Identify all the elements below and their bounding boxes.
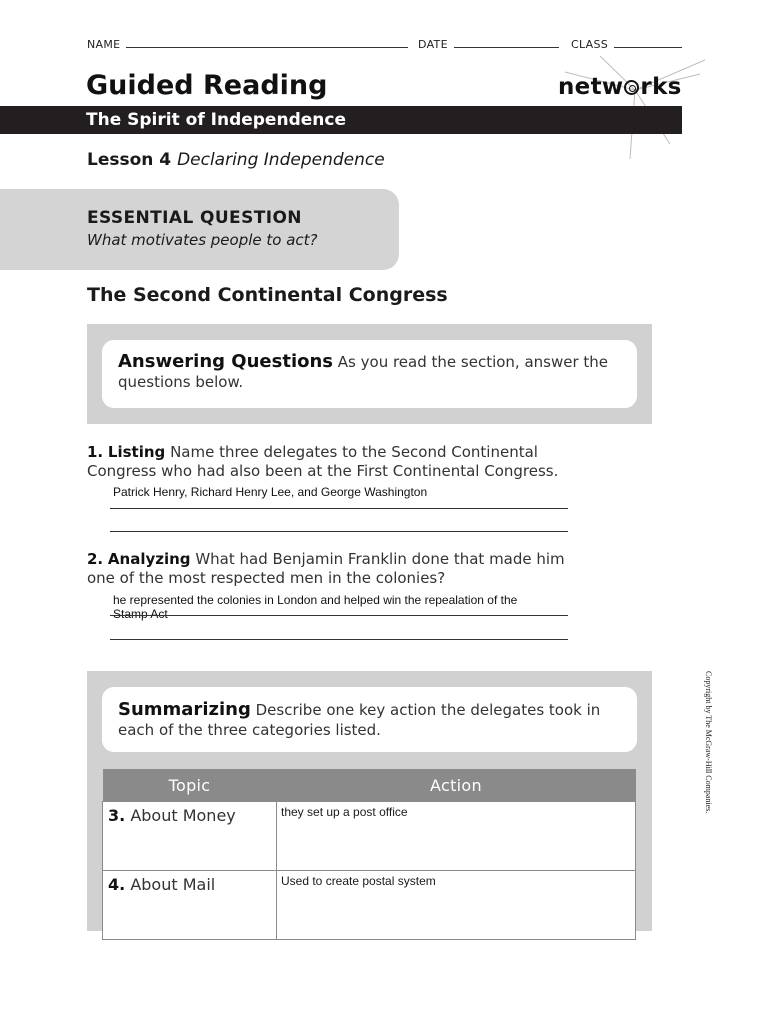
question-2 [87,550,567,588]
answer-line [110,615,568,616]
unit-title: The Spirit of Independence [86,110,346,130]
name-label: NAME [87,38,121,51]
answering-instructions [118,352,628,392]
essential-question-heading: ESSENTIAL QUESTION [87,208,302,228]
summarizing-instructions [118,700,623,740]
answer-2[interactable]: he represented the colonies in London and helped win the repealation of the Stamp Act [113,593,518,621]
column-header-action: Action [277,769,636,802]
section-title: The Second Continental Congress [87,284,448,306]
question-number: 1. [87,443,104,461]
networks-logo [558,74,682,100]
summary-table [102,769,636,940]
row-number: 4. [108,875,126,894]
answering-text: As you read the section, answer the questions below. [118,353,609,391]
logo-part1: netw [558,74,624,100]
lesson-heading [87,150,385,170]
lesson-label: Lesson 4 [87,150,172,170]
row-topic: About Money [130,806,236,825]
question-1 [87,443,587,481]
table-row [103,871,636,940]
date-label: DATE [418,38,448,51]
compass-o-icon [624,80,639,95]
class-label: CLASS [571,38,609,51]
summarizing-text: Describe one key action the delegates took in each of the three categories listed. [118,701,601,739]
answer-line [110,639,568,640]
action-cell[interactable]: Used to create postal system [277,871,636,940]
page-title: Guided Reading [86,70,328,101]
answer-1[interactable]: Patrick Henry, Richard Henry Lee, and George Washington [113,485,428,499]
topic-cell [103,871,277,940]
answer-line [110,531,568,532]
action-cell[interactable]: they set up a post office [277,802,636,871]
date-field[interactable] [454,47,559,48]
answering-key: Answering Questions [118,351,334,372]
essential-question-box [0,189,399,270]
column-header-topic: Topic [103,769,277,802]
copyright-notice: Copyright by The McGraw-Hill Companies. [704,671,713,814]
answer-line [110,508,568,509]
question-number: 2. [87,550,104,568]
question-prompt: Name three delegates to the Second Continental Congress who had also been at the First Continental Congress. [87,443,559,480]
unit-title-band [0,106,682,134]
topic-cell [103,802,277,871]
essential-question-text: What motivates people to act? [87,231,318,249]
logo-part2: rks [640,74,682,100]
question-skill: Listing [107,443,166,461]
question-skill: Analyzing [107,550,191,568]
summarizing-key: Summarizing [118,699,251,720]
table-header-row [103,769,636,802]
question-prompt: What had Benjamin Franklin done that made him one of the most respected men in the colonies? [87,550,565,587]
row-number: 3. [108,806,126,825]
lesson-name: Declaring Independence [177,150,385,170]
row-topic: About Mail [130,875,216,894]
class-field[interactable] [614,47,682,48]
table-row [103,802,636,871]
name-field[interactable] [126,47,408,48]
